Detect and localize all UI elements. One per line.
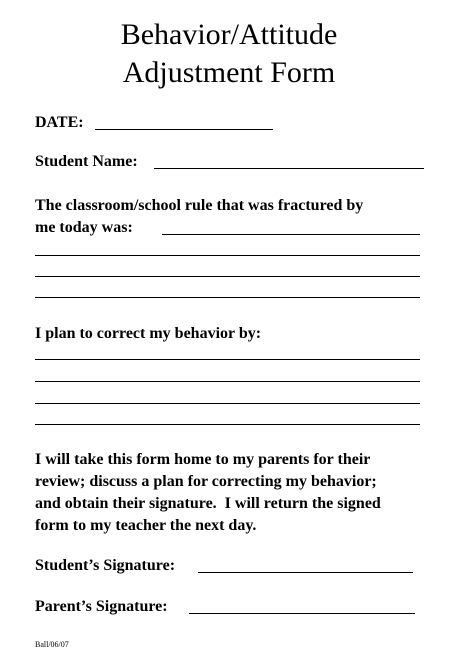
parent-signature-label: Parent’s Signature: <box>35 598 168 615</box>
plan-answer-line-1[interactable] <box>35 359 420 360</box>
instructions-line-1: I will take this form home to my parents for their <box>35 451 371 468</box>
plan-prompt: I plan to correct my behavior by: <box>35 325 262 342</box>
student-name-label: Student Name: <box>35 153 138 170</box>
instructions-line-2: review; discuss a plan for correcting my behavior; <box>35 473 377 490</box>
plan-answer-line-4[interactable] <box>35 424 420 425</box>
rule-answer-line-1[interactable] <box>162 234 420 235</box>
form-title-line-2: Adjustment Form <box>122 56 336 89</box>
parent-signature-field[interactable] <box>189 613 415 614</box>
date-field[interactable] <box>95 129 273 130</box>
student-signature-field[interactable] <box>198 572 413 573</box>
student-name-field[interactable] <box>154 168 424 169</box>
student-signature-label: Student’s Signature: <box>35 557 176 574</box>
footer-code: Ball/06/07 <box>35 640 69 649</box>
instructions-line-3: and obtain their signature. I will return the signed <box>35 495 381 512</box>
date-label: DATE: <box>35 114 84 131</box>
rule-answer-line-3[interactable] <box>35 276 420 277</box>
rule-prompt-line-2: me today was: <box>35 219 133 236</box>
instructions-paragraph <box>35 449 435 537</box>
instructions-line-4: form to my teacher the next day. <box>35 517 257 534</box>
plan-answer-line-2[interactable] <box>35 381 420 382</box>
rule-answer-line-2[interactable] <box>35 255 420 256</box>
rule-answer-line-4[interactable] <box>35 297 420 298</box>
rule-prompt-line-1: The classroom/school rule that was fractured by <box>35 197 364 214</box>
plan-answer-line-3[interactable] <box>35 403 420 404</box>
form-title-line-1: Behavior/Attitude <box>120 18 338 51</box>
